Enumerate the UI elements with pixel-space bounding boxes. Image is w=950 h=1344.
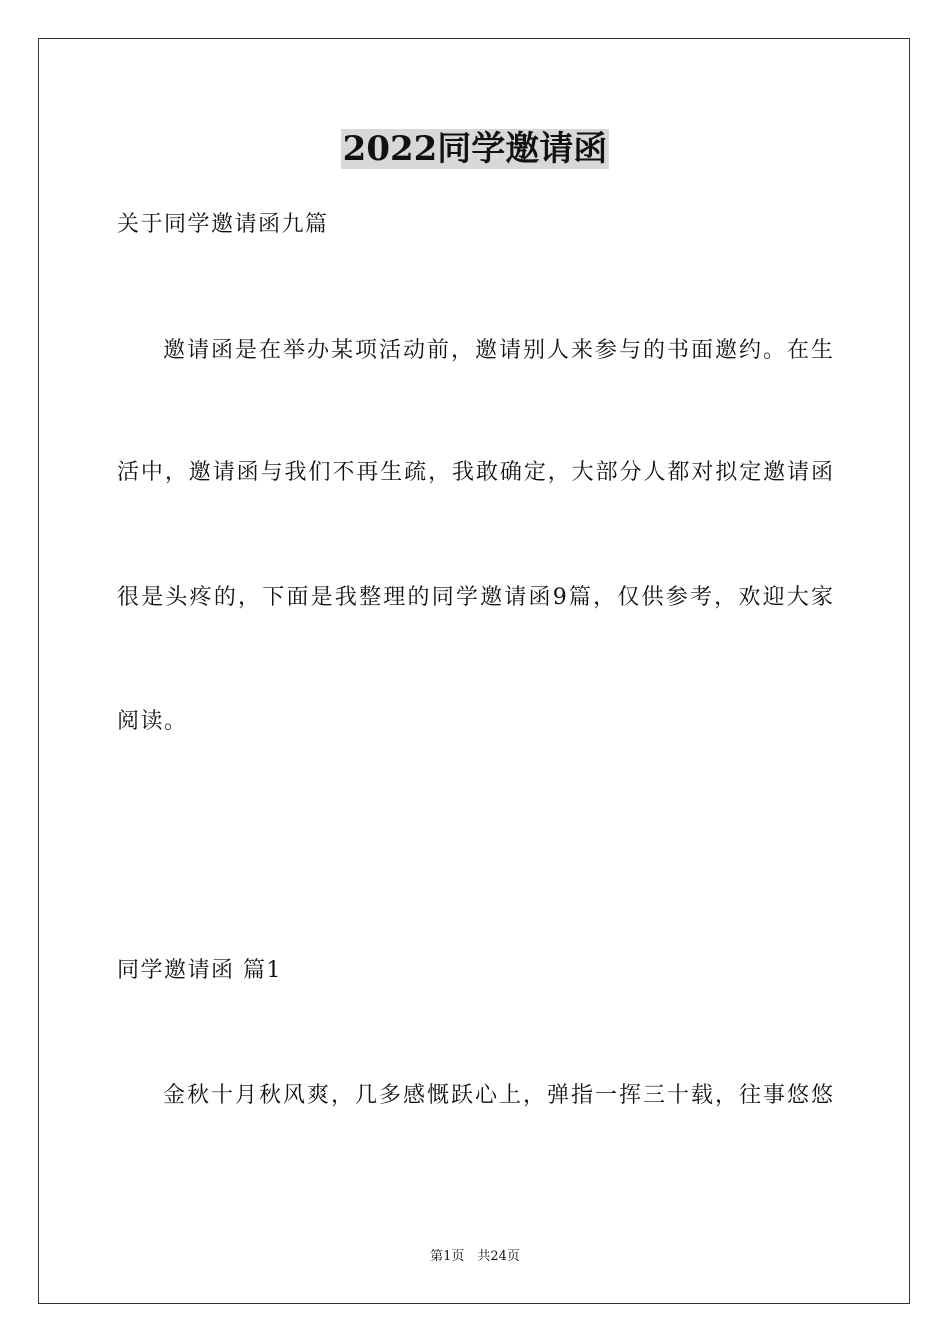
section-heading: 同学邀请函 篇1 (117, 958, 282, 983)
intro-paragraph-line: 邀请函是在举办某项活动前，邀请别人来参与的书面邀约。在生 (163, 338, 833, 363)
intro-paragraph-line: 阅读。 (117, 709, 188, 734)
page-footer: 第1页 共24页 (430, 1249, 520, 1264)
section-paragraph-line: 金秋十月秋风爽，几多感慨跃心上，弹指一挥三十载，往事悠悠 (163, 1083, 833, 1108)
document-title-text: 2022同学邀请函 (342, 129, 608, 169)
document-subtitle: 关于同学邀请函九篇 (117, 212, 329, 237)
intro-paragraph-line: 很是头疼的，下面是我整理的同学邀请函9篇，仅供参考，欢迎大家 (117, 585, 833, 610)
document-title (0, 128, 950, 170)
intro-paragraph-line: 活中，邀请函与我们不再生疏，我敢确定，大部分人都对拟定邀请函 (117, 460, 833, 485)
